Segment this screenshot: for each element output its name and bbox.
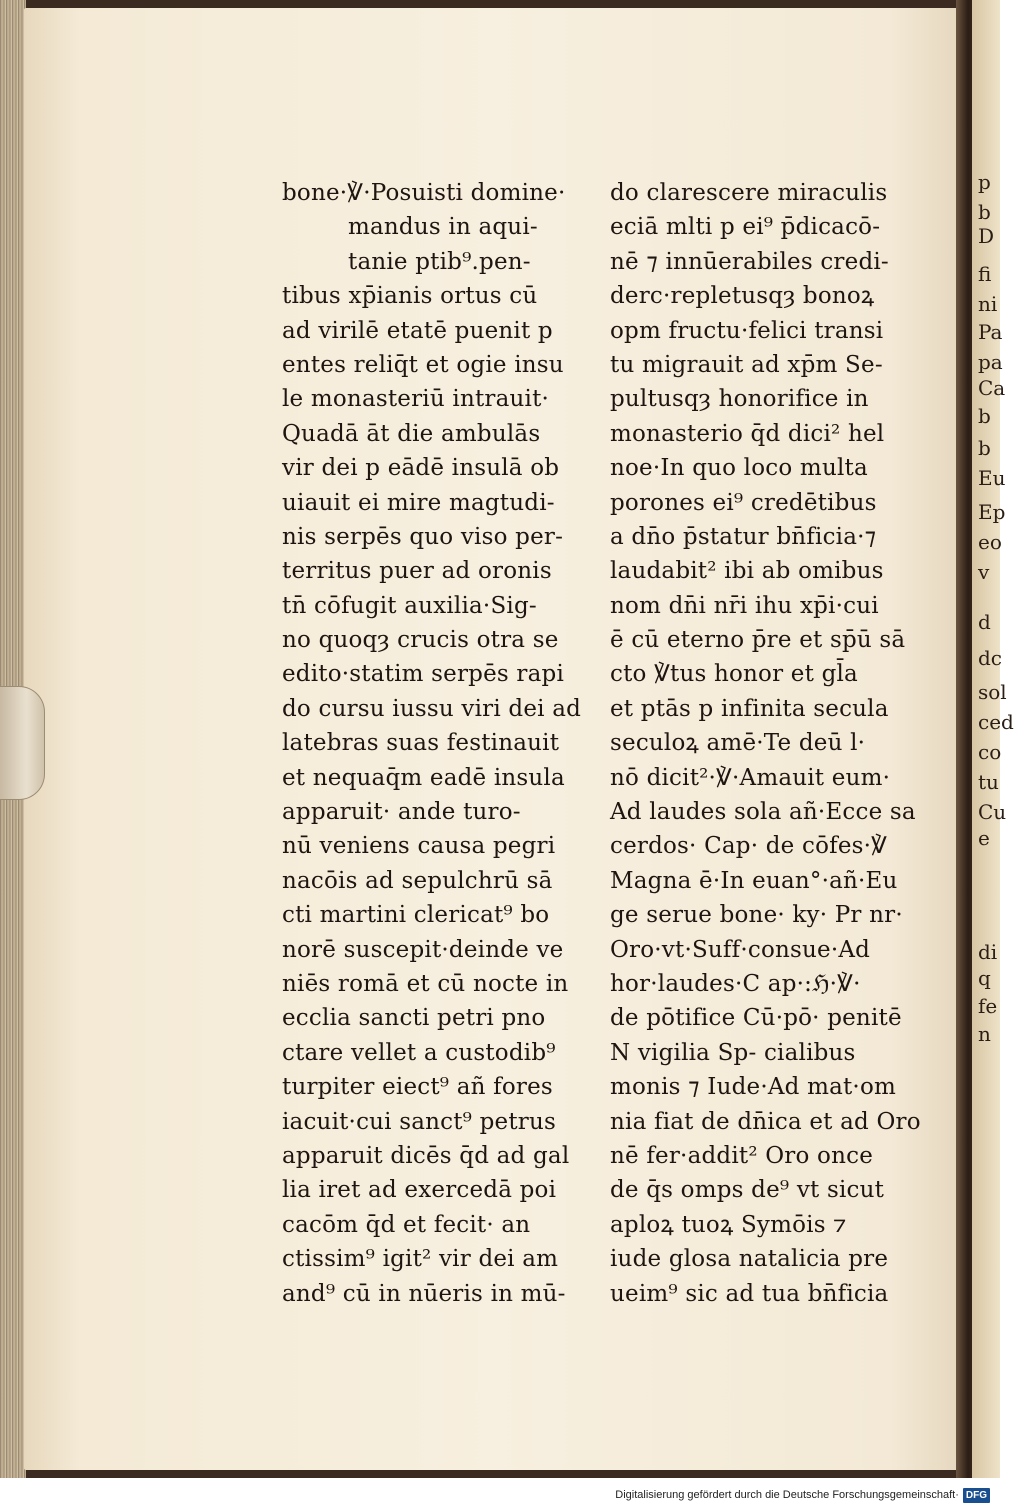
text-line: a dn̄o p̄statur bn̄ficia·⁊ — [610, 523, 877, 550]
text-line: ecclia sancti petri pno — [282, 1005, 546, 1032]
text-line: edito·statim serpēs rapi — [282, 661, 565, 688]
facing-page-fragment: n — [978, 1022, 991, 1046]
text-line: de q̄s omps de⁹ vt sicut — [610, 1177, 885, 1204]
facing-page-fragment: ced — [978, 710, 1014, 734]
text-line: ē cū eterno p̄re et sp̄ū sā — [610, 627, 906, 654]
text-line: et nequaq̄m eadē insula — [282, 764, 565, 791]
text-line: uiauit ei mire magtudi‑ — [282, 489, 555, 516]
text-line: do cursu iussu viri dei ad — [282, 695, 582, 722]
text-line: vir dei p eādē insulā ob — [282, 455, 560, 482]
text-column-right — [610, 176, 921, 1311]
text-line: nia fiat de dn̄ica et ad Oro — [610, 1108, 921, 1135]
facing-page-fragment: e — [978, 826, 990, 850]
text-line: cto ℣tus honor et gl̄a — [610, 661, 858, 688]
facing-page-fragment: p — [978, 170, 991, 194]
facing-page-fragment: co — [978, 740, 1002, 764]
text-line: nō dicit²·℣·Amauit eum· — [610, 764, 891, 791]
text-line: nē ⁊ innūerabiles credi‑ — [610, 248, 889, 275]
text-line: iude glosa natalicia pre — [610, 1246, 889, 1273]
text-line: nacōis ad sepulchrū sā — [282, 867, 553, 894]
text-line: cacōm q̄d et fecit· an — [282, 1211, 531, 1238]
text-line: ctissim⁹ igit² vir dei am — [282, 1246, 559, 1273]
text-line: niēs romā et cū nocte in — [282, 970, 569, 997]
text-line: N vigilia Sp‑ cialibus — [610, 1039, 856, 1066]
text-line: ueim⁹ sic ad tua bn̄ficia — [610, 1280, 889, 1307]
text-line: cti martini clericat⁹ bo — [282, 902, 550, 929]
footer — [615, 1484, 990, 1506]
facing-page-fragment: Ep — [978, 500, 1006, 524]
facing-page-fragment: Ca — [978, 376, 1006, 400]
facing-page-fragment: tu — [978, 770, 999, 794]
dfg-logo: DFG — [963, 1488, 990, 1503]
text-line: mandus in aqui‑ — [348, 214, 538, 241]
text-line: laudabit² ibi ab omibus — [610, 558, 884, 585]
facing-page-fragment: d — [978, 610, 991, 634]
facing-page-fragment: q — [978, 966, 991, 990]
facing-page-fragment: pa — [978, 350, 1003, 374]
text-column-left — [282, 176, 582, 1311]
text-line: lia iret ad exercedā poi — [282, 1177, 557, 1204]
text-line: et ptās p infinita secula — [610, 695, 889, 722]
text-line: apparuit dicēs q̄d ad gal — [282, 1142, 570, 1169]
text-line: porones ei⁹ credētibus — [610, 489, 877, 516]
text-line: nis serpēs quo viso per‑ — [282, 523, 564, 550]
text-line: bone·℣·Posuisti domine· — [282, 180, 566, 206]
text-line: entes reliq̄t et ogie insu — [282, 351, 564, 378]
text-line: monis ⁊ Iude·Ad mat·om — [610, 1074, 897, 1101]
text-line: cerdos· Cap· de cōfes·℣ — [610, 833, 888, 860]
text-line: tibus xp̄ianis ortus cū — [282, 283, 538, 310]
text-line: Ad laudes sola añ·Ecce sa — [610, 799, 916, 826]
book-clasp — [0, 686, 45, 800]
text-line: monasterio q̄d dici² hel — [610, 420, 885, 447]
text-line: aploꝝ tuoꝝ Symōis ⁊ — [610, 1211, 847, 1238]
text-line: pultusqȝ honorifice in — [610, 386, 869, 413]
text-line: derc·repletusqȝ bonoꝝ — [610, 283, 875, 310]
facing-page-fragment: b — [978, 404, 991, 428]
text-line: turpiter eiect⁹ añ fores — [282, 1074, 553, 1101]
facing-page-fragment: ni — [978, 292, 998, 316]
text-line: nē fer·addit² Oro once — [610, 1142, 874, 1169]
text-line: tn̄ cōfugit auxilia·Sig‑ — [282, 592, 537, 619]
text-line: ad virilē etatē puenit p — [282, 317, 553, 344]
text-line: ge serue bone· ky· Pr nr· — [610, 902, 903, 929]
text-line: Oro·vt·Suff·consue·Ad — [610, 936, 871, 963]
facing-page-fragment: fi — [978, 262, 992, 286]
text-line: de pōtifice Cū·pō· penitē — [610, 1005, 902, 1032]
facing-page-fragment: di — [978, 940, 998, 964]
text-line: ctare vellet a custodib⁹ — [282, 1039, 556, 1066]
text-line: nom dn̄i nr̄i ihu xp̄i·cui — [610, 592, 879, 619]
facing-page-fragment: b — [978, 200, 991, 224]
right-page-edge — [972, 0, 1014, 1478]
text-line: tu migrauit ad xp̄m Se‑ — [610, 351, 883, 378]
text-line: territus puer ad oronis — [282, 558, 552, 585]
text-line: noe·In quo loco multa — [610, 455, 868, 482]
facing-page-fragment: eo — [978, 530, 1002, 554]
facing-page-fragment: Cu — [978, 800, 1007, 824]
text-line: latebras suas festinauit — [282, 730, 560, 757]
text-line: do clarescere miraculis — [610, 180, 888, 206]
text-line: and⁹ cū in nūeris in mū‑ — [282, 1280, 566, 1307]
text-line: seculoꝝ amē·Te deū l· — [610, 730, 866, 757]
facing-page-fragment: dc — [978, 646, 1003, 670]
text-line: iacuit·cui sanct⁹ petrus — [282, 1108, 557, 1135]
facing-page-fragment: Eu — [978, 466, 1006, 490]
footer-credit: Digitalisierung gefördert durch die Deutsche Forschungsgemeinschaft· — [615, 1489, 959, 1501]
facing-page-fragment: Pa — [978, 320, 1003, 344]
text-line: hor·laudes·C ap·:ℌ·℣· — [610, 970, 861, 997]
text-line: eciā mlti p ei⁹ p̄dicacō‑ — [610, 214, 881, 241]
text-line: tanie ptib⁹.pen‑ — [348, 248, 531, 275]
text-line: Magna ē·In euan°·añ·Eu — [610, 867, 898, 894]
text-line: no quoqȝ crucis otra se — [282, 627, 559, 654]
text-line: norē suscepit·deinde ve — [282, 936, 564, 963]
text-line: le monasteriū intrauit· — [282, 386, 550, 413]
facing-page-fragment: sol — [978, 680, 1007, 704]
text-line: opm fructu·felici transi — [610, 317, 884, 344]
facing-page-fragment: b — [978, 436, 991, 460]
facing-page-fragment: D — [978, 224, 995, 248]
facing-page-fragment: fe — [978, 994, 998, 1018]
text-line: apparuit· ande turo‑ — [282, 799, 521, 826]
facing-page-fragment: v — [978, 560, 990, 584]
text-line: Quadā āt die ambulās — [282, 420, 541, 447]
text-line: nū veniens causa pegri — [282, 833, 556, 860]
